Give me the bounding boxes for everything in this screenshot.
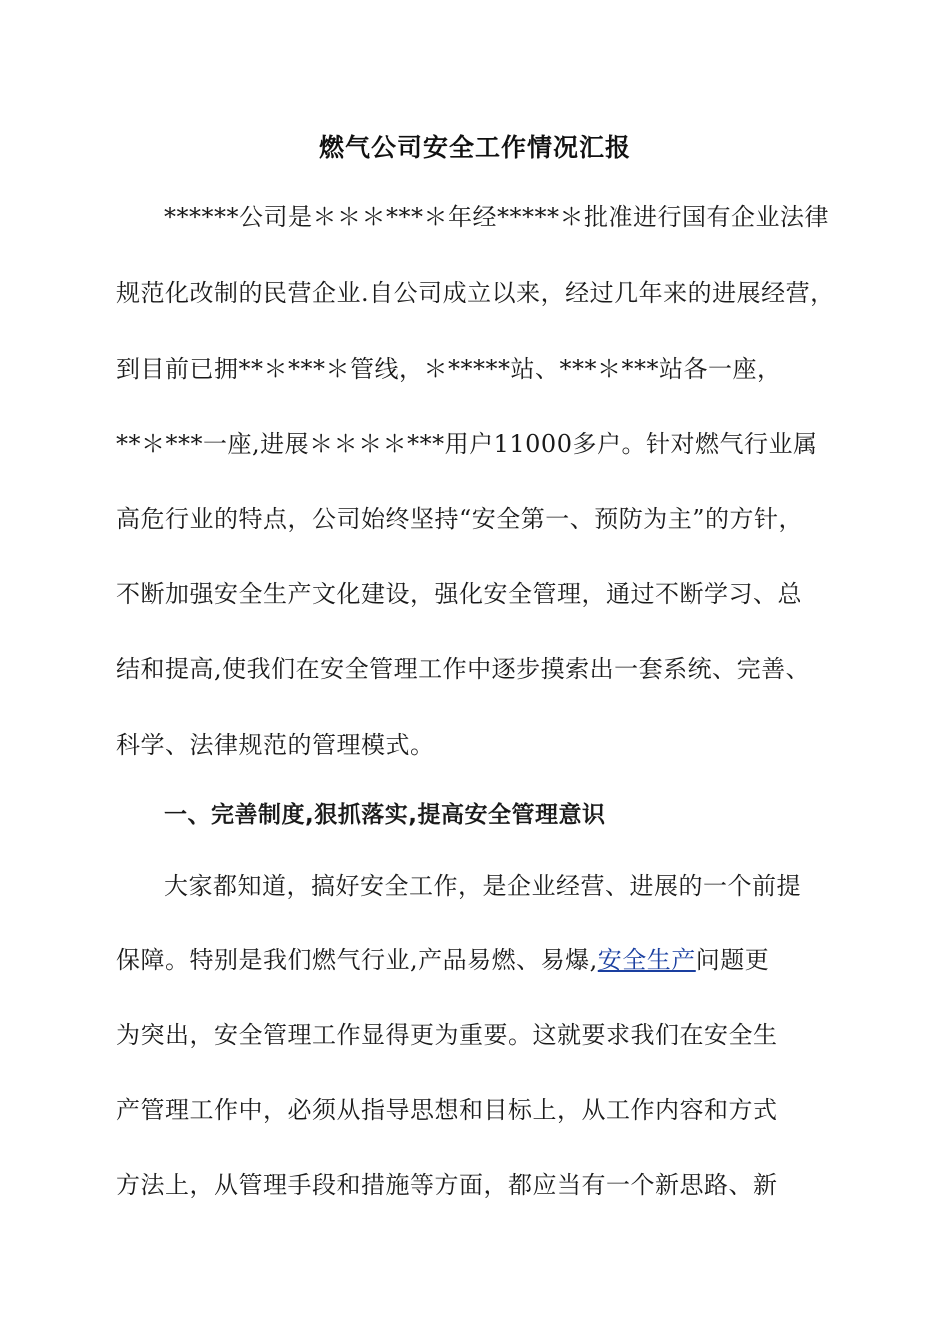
paragraph-line: **＊***一座,进展＊＊＊＊***用户11000多户。针对燃气行业属 — [116, 430, 818, 458]
section-heading: 一、完善制度,狠抓落实,提高安全管理意识 — [164, 802, 606, 828]
paragraph-line: 不断加强安全生产文化建设，强化安全管理，通过不断学习、总 — [116, 580, 802, 608]
paragraph-text: 问题更 — [695, 946, 770, 974]
paragraph-line: 结和提高,使我们在安全管理工作中逐步摸索出一套系统、完善、 — [116, 655, 811, 683]
paragraph-line: 高危行业的特点，公司始终坚持“安全第一、预防为主”的方针， — [116, 505, 804, 533]
document-title: 燃气公司安全工作情况汇报 — [318, 133, 631, 162]
paragraph-line: 科学、法律规范的管理模式。 — [116, 731, 435, 759]
paragraph-text: 保障。特别是我们燃气行业,产品易燃、易爆, — [116, 946, 598, 974]
paragraph-line: 规范化改制的民营企业.自公司成立以来，经过几年来的进展经营， — [116, 279, 835, 307]
paragraph-line: 到目前已拥**＊***＊管线，＊*****站、***＊***站各一座， — [116, 355, 782, 383]
paragraph-line: 方法上，从管理手段和措施等方面，都应当有一个新思路、新 — [116, 1171, 778, 1199]
paragraph-line — [116, 940, 876, 980]
paragraph-line: ******公司是＊＊＊***＊年经*****＊批准进行国有企业法律 — [164, 203, 829, 231]
paragraph-line: 产管理工作中，必须从指导思想和目标上，从工作内容和方式 — [116, 1096, 778, 1124]
paragraph-line: 大家都知道，搞好安全工作，是企业经营、进展的一个前提 — [164, 872, 801, 900]
safety-production-link[interactable]: 安全生产 — [597, 946, 696, 974]
paragraph-line: 为突出，安全管理工作显得更为重要。这就要求我们在安全生 — [116, 1021, 778, 1049]
